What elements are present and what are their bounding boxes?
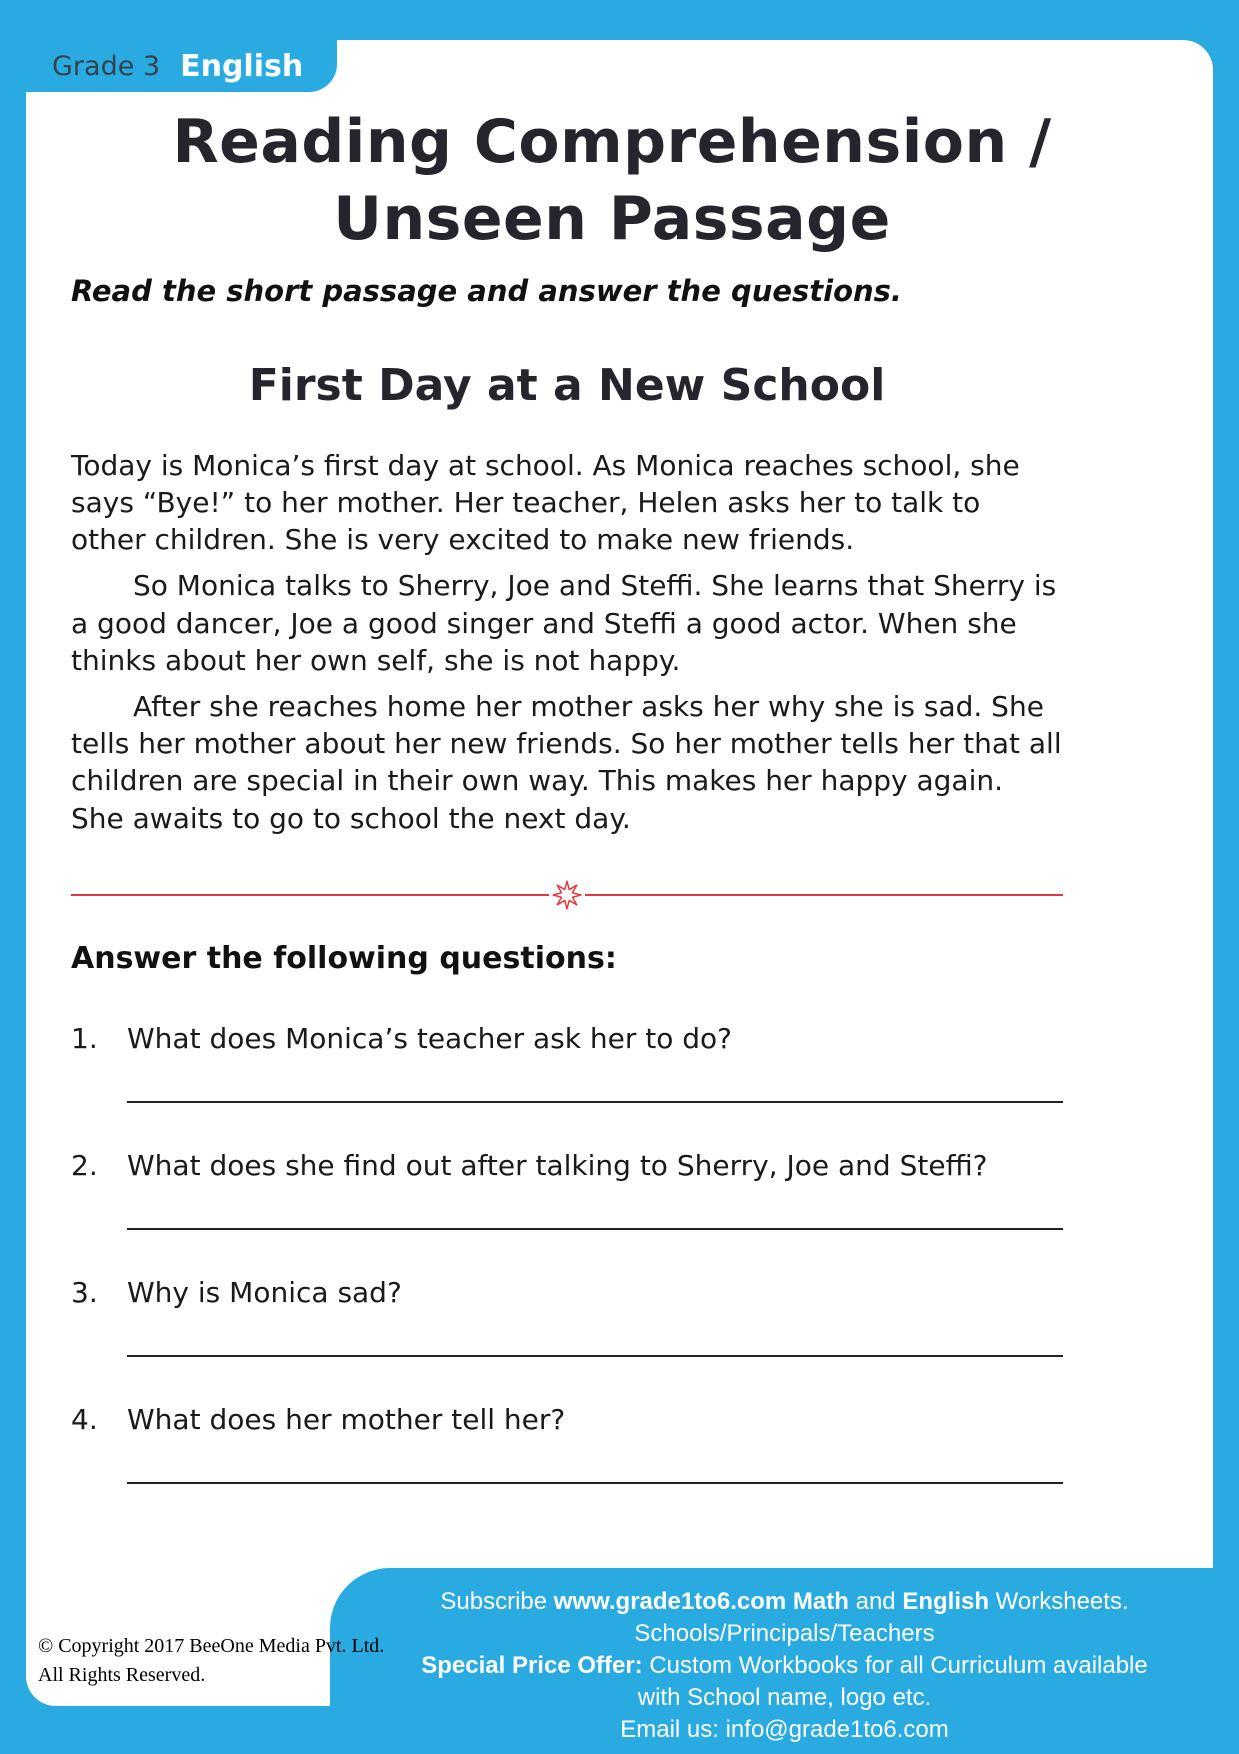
question-1-text: What does Monica’s teacher ask her to do? (127, 1021, 733, 1055)
passage (71, 447, 1063, 837)
answer-line-1 (127, 1101, 1063, 1103)
star-icon (551, 879, 583, 911)
footer-subscribe-prefix: Subscribe (440, 1588, 554, 1615)
question-4-text: What does her mother tell her? (127, 1402, 566, 1436)
footer-subscribe-line (330, 1586, 1239, 1618)
question-2-text: What does she find out after talking to Sherry, Joe and Steffi? (127, 1148, 988, 1182)
footer-english-bold: English (902, 1588, 989, 1615)
grade-subject-badge (26, 40, 337, 92)
footer-promo-band (330, 1568, 1239, 1754)
divider-line-right (585, 894, 1063, 896)
passage-paragraph-2: So Monica talks to Sherry, Joe and Steffi. She learns that Sherry is a good dancer, Joe a good singer and Steffi a good actor. When she thinks about her own self, she is not happy. (71, 569, 1057, 677)
grade-label: Grade 3 (52, 50, 161, 82)
question-4-number: 4. (71, 1402, 98, 1436)
footer-email-line[interactable]: Email us: info@grade1to6.com (620, 1715, 949, 1743)
passage-title: First Day at a New School (248, 359, 886, 411)
footer-subscribe-mid: and (848, 1588, 903, 1615)
question-3 (71, 1276, 1063, 1357)
divider-line-left (71, 894, 549, 896)
footer-offer-line (330, 1650, 1239, 1682)
footer-audience-line: Schools/Principals/Teachers (634, 1619, 935, 1647)
question-2 (71, 1149, 1063, 1230)
questions-heading: Answer the following questions: (71, 940, 617, 976)
footer-site-link[interactable]: www.grade1to6.com Math (553, 1588, 849, 1615)
copyright-notice (38, 1632, 384, 1690)
copyright-line2: All Rights Reserved. (38, 1664, 206, 1686)
subject-label: English (180, 48, 304, 84)
page-title-line1: Reading Comprehension / (172, 107, 1052, 177)
page-title-line2: Unseen Passage (333, 183, 891, 254)
worksheet-page (26, 40, 1213, 1706)
section-divider (71, 879, 1063, 911)
passage-paragraph-1: Today is Monica’s first day at school. As Monica reaches school, she says “Bye!” to her mother. Her teacher, Helen asks her to talk to other children. She is very excited to make new friends. (71, 448, 1020, 557)
footer-offer-bold: Special Price Offer: (421, 1651, 643, 1679)
footer-subscribe-suffix: Worksheets. (989, 1588, 1129, 1615)
question-4 (71, 1403, 1063, 1484)
passage-paragraph-3: After she reaches home her mother asks her why she is sad. She tells her mother about her new friends. So her mother tells her that all children are special in their own way. This makes her happy again. She awaits to go to school the next day. (71, 690, 1062, 835)
instruction-text: Read the short passage and answer the questions. (71, 273, 902, 308)
footer-offer-rest: Custom Workbooks for all Curriculum available (642, 1651, 1148, 1679)
worksheet-content (26, 40, 1213, 1484)
answer-line-3 (127, 1355, 1063, 1357)
answer-line-2 (127, 1228, 1063, 1230)
footer-school-line: with School name, logo etc. (637, 1683, 932, 1711)
answer-line-4 (127, 1482, 1063, 1484)
question-2-number: 2. (71, 1148, 98, 1182)
copyright-line1: © Copyright 2017 BeeOne Media Pvt. Ltd. (38, 1635, 385, 1657)
question-3-text: Why is Monica sad? (127, 1275, 402, 1309)
question-1-number: 1. (71, 1021, 98, 1055)
page-title (71, 104, 1153, 258)
question-3-number: 3. (71, 1275, 98, 1309)
question-1 (71, 1022, 1063, 1103)
